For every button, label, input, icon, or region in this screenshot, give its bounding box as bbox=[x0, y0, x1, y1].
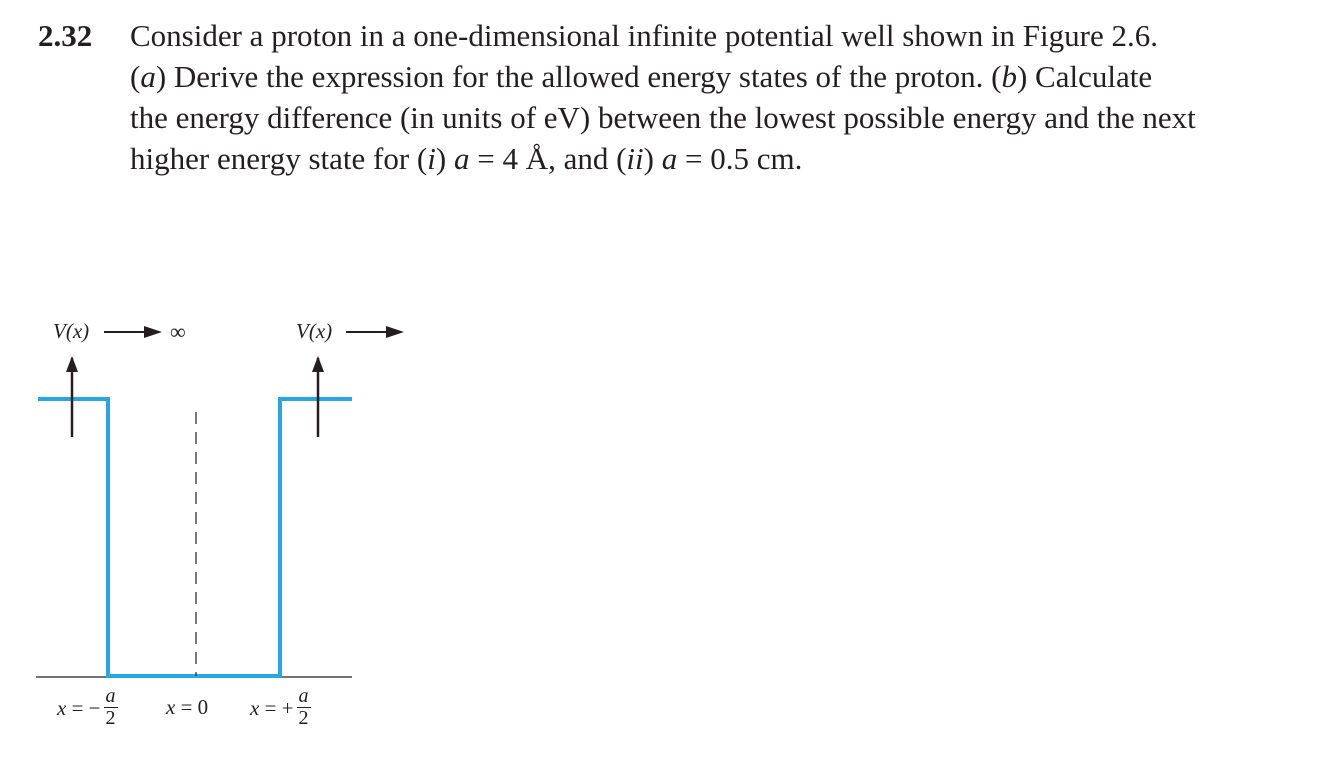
x-left-prefix: x = − bbox=[57, 695, 101, 720]
right-label-arrowhead bbox=[386, 326, 404, 338]
problem-line-4: higher energy state for (i) a = 4 Å, and (ii) a = 0.5 cm. bbox=[130, 141, 803, 176]
x-left-label bbox=[57, 686, 118, 729]
left-up-arrowhead bbox=[66, 356, 78, 372]
potential-well-diagram bbox=[0, 300, 450, 752]
potential-well-curve bbox=[38, 399, 352, 676]
problem-statement bbox=[130, 15, 1305, 179]
x-right-numerator: a bbox=[298, 685, 309, 707]
problem-number: 2.32 bbox=[38, 18, 93, 53]
x-right-fraction bbox=[297, 686, 311, 729]
right-up-arrowhead bbox=[312, 356, 324, 372]
x-center-label: x = 0 bbox=[166, 695, 209, 719]
x-left-denominator: 2 bbox=[105, 707, 116, 729]
x-right-denominator: 2 bbox=[298, 707, 309, 729]
x-right-label bbox=[250, 686, 311, 729]
x-right-prefix: x = + bbox=[250, 695, 294, 720]
potential-label-right: V(x) bbox=[296, 319, 333, 343]
potential-label-left: V(x) bbox=[53, 319, 90, 343]
problem-line-2: (a) Derive the expression for the allowed energy states of the proton. (b) Calculate bbox=[130, 59, 1153, 94]
x-left-numerator: a bbox=[105, 685, 116, 707]
left-label-arrowhead bbox=[144, 326, 162, 338]
problem-line-3: the energy difference (in units of eV) between the lowest possible energy and the next bbox=[130, 100, 1196, 135]
infinity-label: ∞ bbox=[170, 319, 186, 344]
potential-well-figure bbox=[0, 300, 450, 752]
x-left-fraction bbox=[104, 686, 118, 729]
problem-line-1: Consider a proton in a one-dimensional infinite potential well shown in Figure 2.6. bbox=[130, 18, 1158, 53]
